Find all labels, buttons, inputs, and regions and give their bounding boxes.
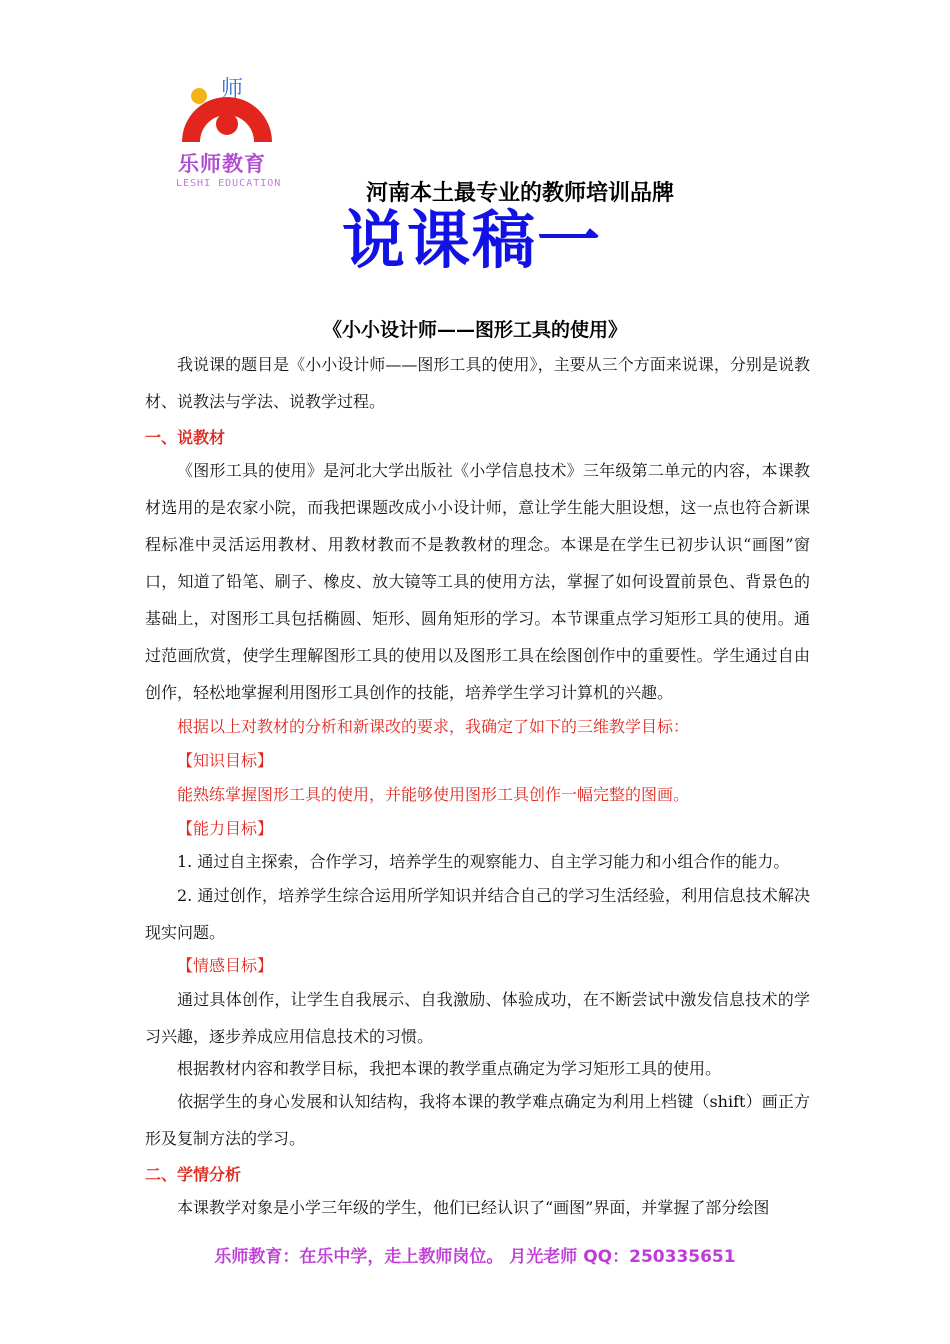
brand-slogan: 河南本土最专业的教师培训品牌 [366, 180, 675, 206]
page-title: 说课稿一 [342, 203, 602, 277]
section2-paragraph: 本课教学对象是小学三年级的学生，他们已经认识了“画图”界面，并掌握了部分绘图 [177, 1198, 770, 1217]
section-heading-1: 一、说教材 [145, 428, 226, 447]
ability-goal-1: 1. 通过自主探索，合作学习，培养学生的观察能力、自主学习能力和小组合作的能力。 [177, 852, 790, 871]
knowledge-goal-text: 能熟练掌握图形工具的使用，并能够使用图形工具创作一幅完整的图画。 [177, 785, 690, 804]
ability-goal-label: 【能力目标】 [177, 819, 274, 838]
lesson-title: 《小小设计师——图形工具的使用》 [322, 319, 627, 341]
section1-paragraph: 《图形工具的使用》是河北大学出版社《小学信息技术》三年级第二单元的内容，本课教材选用的是农家小院，而我把课题改成小小设计师，意让学生能大胆设想，这一点也符合新课程标准中灵活运用教材、用教材教而不是教教材的理念。本课是在学生已初步认识“画图”窗口，知道了铅笔、刷子、橡皮、放大镜等工具的使用方法，掌握了如何设置前景色、背景色的基础上，对图形工具包括椭圆、矩形、圆角矩形的学习。本节课重点学习矩形工具的使用。通过范画欣赏，使学生理解图形工具的使用以及图形工具在绘图创作中的重要性。学生通过自由创作，轻松地掌握利用图形工具创作的技能，培养学生学习计算机的兴趣。 [145, 461, 810, 702]
emotion-goal-label: 【情感目标】 [177, 956, 274, 975]
goals-intro: 根据以上对教材的分析和新课改的要求，我确定了如下的三维教学目标： [177, 717, 690, 736]
difficulty-text: 依据学生的身心发展和认知结构，我将本课的教学难点确定为利用上档键（shift）画正方形及复制方法的学习。 [145, 1092, 810, 1148]
section-heading-2: 二、学情分析 [145, 1165, 242, 1184]
logo-icon-char: 师 [221, 77, 244, 102]
logo-name-en: LESHI EDUCATION [176, 178, 282, 189]
logo-name-cn: 乐师教育 [178, 152, 266, 176]
footer-contact: 乐师教育：在乐中学，走上教师岗位。 月光老师 QQ：250335651 [214, 1247, 736, 1267]
knowledge-goal-label: 【知识目标】 [177, 751, 274, 770]
intro-paragraph: 我说课的题目是《小小设计师——图形工具的使用》，主要从三个方面来说课，分别是说教材、说教法与学法、说教学过程。 [145, 355, 810, 411]
ability-goal-2: 2. 通过创作，培养学生综合运用所学知识并结合自己的学习生活经验，利用信息技术解决现实问题。 [145, 886, 810, 942]
emotion-goal-text: 通过具体创作，让学生自我展示、自我激励、体验成功，在不断尝试中激发信息技术的学习兴趣，逐步养成应用信息技术的习惯。 [145, 990, 810, 1046]
key-point-text: 根据教材内容和教学目标，我把本课的教学重点确定为学习矩形工具的使用。 [177, 1059, 722, 1078]
